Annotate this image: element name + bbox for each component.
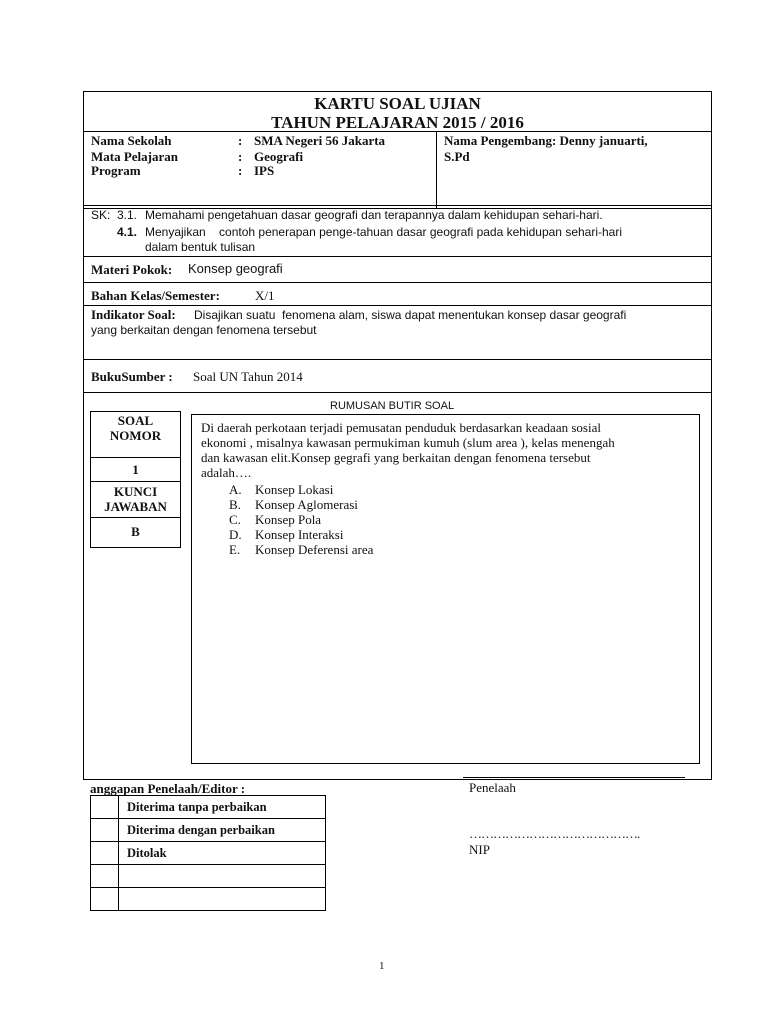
question-line: adalah…. xyxy=(201,465,252,480)
review-row xyxy=(91,865,326,888)
option-letter: A. xyxy=(229,482,242,497)
sk-prefix: SK: xyxy=(91,208,111,222)
option-d xyxy=(229,527,373,542)
review-option xyxy=(119,865,326,888)
reviewer-label: Penelaah xyxy=(469,780,516,795)
review-checkbox[interactable] xyxy=(91,888,119,911)
review-row xyxy=(91,888,326,911)
divider xyxy=(83,256,712,257)
divider xyxy=(83,282,712,283)
review-table xyxy=(90,795,326,911)
option-text: Konsep Deferensi area xyxy=(255,542,374,557)
option-b xyxy=(229,497,373,512)
review-checkbox[interactable] xyxy=(91,796,119,819)
subject-label: Mata Pelajaran xyxy=(91,149,179,164)
kunci-value-cell xyxy=(90,517,181,548)
materi-value: Konsep geografi xyxy=(188,261,283,276)
review-label: anggapan Penelaah/Editor : xyxy=(90,781,246,796)
indikator-label: Indikator Soal: xyxy=(91,307,176,322)
option-text: Konsep Aglomerasi xyxy=(255,497,358,512)
school-value: SMA Negeri 56 Jakarta xyxy=(254,133,386,148)
review-row xyxy=(91,819,326,842)
rumusan-heading: RUMUSAN BUTIR SOAL xyxy=(330,400,455,412)
question-stem xyxy=(201,420,615,480)
school-colon: : xyxy=(238,133,243,148)
academic-year: TAHUN PELAJARAN 2015 / 2016 xyxy=(271,113,524,132)
card-title: KARTU SOAL UJIAN xyxy=(314,94,481,113)
question-line: dan kawasan elit.Konsep gegrafi yang berkaitan dengan fenomena tersebut xyxy=(201,450,591,465)
option-letter: E. xyxy=(229,542,241,557)
program-value: IPS xyxy=(254,163,275,178)
developer-name: Nama Pengembang: Denny januarti, xyxy=(444,133,648,148)
divider xyxy=(83,131,712,132)
review-option: Diterima tanpa perbaikan xyxy=(119,796,326,819)
page-number: 1 xyxy=(379,960,385,972)
sk-number-1: 3.1. xyxy=(117,208,138,222)
sk-text-1: Memahami pengetahuan dasar geografi dan terapannya dalam kehidupan sehari-hari. xyxy=(145,208,603,222)
developer-title: S.Pd xyxy=(444,149,470,164)
review-option xyxy=(119,888,326,911)
school-label: Nama Sekolah xyxy=(91,133,172,148)
kunci-jawaban-cell xyxy=(90,481,181,518)
soal-nomor-value-cell xyxy=(90,457,181,482)
review-option: Ditolak xyxy=(119,842,326,865)
review-row xyxy=(91,796,326,819)
signature-line: ……………………………………. xyxy=(469,826,640,841)
kd-number: 4.1. xyxy=(117,225,138,239)
nomor-label: NOMOR xyxy=(109,428,162,443)
nip-label: NIP xyxy=(469,842,490,857)
info-divider xyxy=(436,131,437,208)
sumber-label: BukuSumber : xyxy=(91,369,173,384)
subject-value: Geografi xyxy=(254,149,304,164)
option-text: Konsep Lokasi xyxy=(255,482,334,497)
option-letter: C. xyxy=(229,512,241,527)
kd-text-line2: dalam bentuk tulisan xyxy=(145,240,256,254)
kelas-label: Bahan Kelas/Semester: xyxy=(91,288,220,303)
review-checkbox[interactable] xyxy=(91,842,119,865)
option-c xyxy=(229,512,373,527)
subject-colon: : xyxy=(238,149,243,164)
soal-label: SOAL xyxy=(117,413,154,428)
question-line: ekonomi , misalnya kawasan permukiman kumuh (slum area ), kelas menengah xyxy=(201,435,615,450)
divider xyxy=(83,392,712,393)
soal-nomor-cell xyxy=(90,411,181,458)
soal-number: 1 xyxy=(132,462,139,477)
kd-text-line1: Menyajikan contoh penerapan penge-tahuan dasar geografi pada kehidupan sehari-hari xyxy=(145,225,623,239)
review-row xyxy=(91,842,326,865)
option-letter: B. xyxy=(229,497,241,512)
jawaban-label: JAWABAN xyxy=(104,499,167,514)
option-text: Konsep Interaksi xyxy=(255,527,344,542)
review-checkbox[interactable] xyxy=(91,819,119,842)
option-letter: D. xyxy=(229,527,242,542)
review-checkbox[interactable] xyxy=(91,865,119,888)
indikator-line1: Disajikan suatu fenomena alam, siswa dapat menentukan konsep dasar geografi xyxy=(194,308,627,322)
kelas-value: X/1 xyxy=(255,288,275,303)
sumber-value: Soal UN Tahun 2014 xyxy=(193,369,303,384)
option-a xyxy=(229,482,373,497)
divider xyxy=(83,305,712,306)
divider xyxy=(83,205,712,206)
materi-label: Materi Pokok: xyxy=(91,262,173,277)
option-e xyxy=(229,542,373,557)
option-text: Konsep Pola xyxy=(255,512,322,527)
program-label: Program xyxy=(91,163,141,178)
indikator-line2: yang berkaitan dengan fenomena tersebut xyxy=(91,323,317,337)
review-option: Diterima dengan perbaikan xyxy=(119,819,326,842)
answer-key: B xyxy=(131,524,140,539)
question-line: Di daerah perkotaan terjadi pemusatan penduduk berdasarkan keadaan sosial xyxy=(201,420,601,435)
divider xyxy=(83,359,712,360)
kunci-label: KUNCI xyxy=(113,484,158,499)
signature-top-line xyxy=(463,777,685,778)
program-colon: : xyxy=(238,163,243,178)
answer-options xyxy=(229,482,373,557)
